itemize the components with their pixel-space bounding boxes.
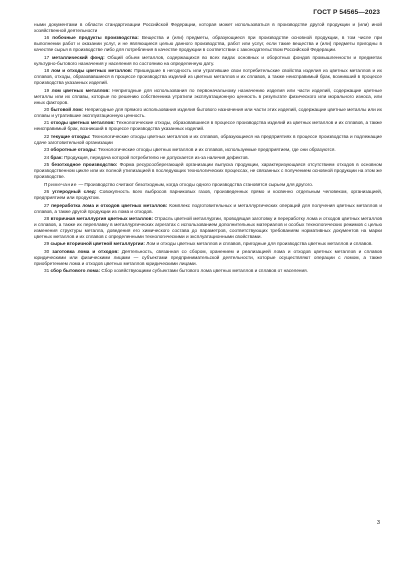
definition-text: Отрасль цветной металлургии, проводящая заготовку и переработку лома и отходов цветных металлов и сплавов, а также их переплавку в металлургических агрегатах с использованием дополнительных материалов и особых технологических режимов с целью изменения структуры металла, доведения его химического состава до параметров, соответствующих требованиям нормативных документов на марки цветных металлов и их сплавов с определенными технологическими и эксплуатационными свойствами.	[34, 216, 382, 240]
definition-term: оборотные отходы:	[50, 147, 97, 153]
definition-22	[34, 134, 382, 146]
definition-text: Деятельность, связанная со сбором, хранением и реализацией лома и отходов цветных металлов и сплавов юридическими или физическими лицами — субъектами предпринимательской деятельности, которые осуществляют операции с ломом, а также приобретением лома и отходов цветных металлов юридическими лицами.	[34, 248, 382, 266]
definition-29	[34, 241, 382, 247]
definition-number: 19	[44, 87, 50, 93]
definition-number: 24	[44, 154, 50, 160]
definition-text: Форма ресурсосберегающей организации выпуска продукции, характеризующаяся отсутствием отходов в основном производственном цикле или их полной утилизацией в последующих технологических процессах, не связанных с получением основной продукции на этом же производстве.	[34, 161, 382, 179]
definition-text: Пришедшие в негодность или утратившие свои потребительские свойства изделия из цветных металлов и их сплавов, отходы, образовавшиеся в процессе производства изделий из цветных металлов и их сплавов, а также неисправимый брак, возникший в процессе производства указанных изделий.	[34, 68, 383, 86]
definition-term: безотходное производство:	[51, 161, 118, 167]
definition-number: 22	[44, 133, 50, 139]
definition-term: заготовка лома и отходов:	[52, 248, 119, 254]
definition-28	[34, 216, 382, 240]
definition-text: Сбор хозяйствующими субъектами бытового лома цветных металлов и сплавов от населения.	[101, 268, 308, 274]
page-number: 3	[376, 520, 380, 526]
standard-header: ГОСТ Р 54565—2023	[313, 9, 380, 16]
definition-text: Технологические отходы, образовавшиеся в процессе производства изделий из цветных металлов и их сплавов, а также неисправимый брак, возникший в процессе производства указанных изделий.	[34, 120, 382, 132]
definition-number: 18	[44, 68, 50, 74]
definition-number: 21	[44, 120, 50, 126]
definition-31	[34, 268, 382, 274]
paragraph-continuation	[34, 22, 382, 34]
paragraph-text: ными документами в области стандартизации Российской Федерации, которая может использоваться в производстве другой продукции и (или) иной хозяйственной деятельности	[34, 22, 382, 33]
definition-term: переработка лома и отходов цветных металлов:	[51, 202, 168, 208]
definition-21	[34, 120, 382, 132]
definition-23	[34, 147, 382, 153]
definition-text: Общий объем металлов, содержащихся во всех видах основных и оборотных фондов промышленности и предметах культурно-бытового назначения у населения по состоянию на определенную дату.	[34, 54, 382, 66]
definition-text: Технологические отходы цветных металлов и их сплавов, образующиеся на предприятиях в процессе производства и подлежащие сдаче заготовительной организации	[34, 133, 383, 145]
definition-number: 29	[44, 241, 50, 247]
definition-number: 30	[44, 248, 50, 254]
definition-number: 27	[44, 202, 50, 208]
definition-text: Непригодные для использования по первоначальному назначению изделия или части изделий, содержащие цветные металлы или их сплавы, которые по решению собственника утратили эксплуатационную ценность в результате физического или морального износа, или иных факторов.	[34, 87, 382, 105]
definition-text: Технологические отходы цветных металлов и их сплавов, используемые предприятием, где они образуются.	[98, 147, 336, 153]
definition-term: металлический фонд:	[51, 54, 105, 60]
definition-18	[34, 68, 382, 86]
note-label: Примечание	[44, 181, 78, 187]
definition-19	[34, 88, 382, 106]
document-body	[34, 22, 382, 276]
definition-number: 20	[44, 106, 50, 112]
definition-number: 17	[44, 54, 50, 60]
definition-term: вторичная металлургия цветных металлов:	[50, 216, 154, 222]
definition-text: Продукция, передача которой потребителю не допускается из-за наличия дефектов.	[64, 154, 249, 160]
definition-26	[34, 189, 382, 201]
definition-term: побочные продукты производства:	[52, 35, 139, 41]
note	[34, 182, 382, 188]
definition-text: Комплекс подготовительных и металлургических операций для получения цветных металлов и сплавов, а также другой продукции из лома и отходов.	[34, 202, 383, 214]
definition-number: 23	[44, 147, 50, 153]
definition-text: Совокупность всех выбросов парниковых газов, произведенных прямо и косвенно отдельным человеком, организацией, предприятием или продуктом.	[34, 189, 382, 201]
definition-term: текущие отходы:	[50, 133, 91, 139]
definition-24	[34, 155, 382, 161]
definition-term: лом цветных металлов:	[51, 87, 110, 93]
definition-text: Непригодные для прямого использования изделия бытового назначения или части этих изделий, содержащие цветные металлы или их сплавы и утратившие эксплуатационную ценность.	[34, 106, 383, 118]
definition-text: Вещества и (или) предметы, образующиеся при производстве основной продукции, в том числе при выполнении работ и оказании услуг, и не являющиеся целью данного производства, работ или услуг, если такие вещества и (или) предметы пригодны в качестве сырья в производстве либо для потребления в качестве продукции в соответствии с законодательством Российской Федерации.	[34, 35, 382, 53]
definition-term: отходы цветных металлов:	[50, 120, 115, 126]
definition-number: 16	[44, 35, 50, 41]
definition-17	[34, 55, 382, 67]
definition-number: 25	[44, 161, 50, 167]
definition-term: сбор бытового лома:	[50, 268, 101, 274]
definition-term: бытовой лом:	[50, 106, 84, 112]
note-text: — Производство считают безотходным, когда отходы одного производства становятся сырьем для другого.	[77, 181, 314, 187]
definition-30	[34, 249, 382, 267]
definition-term: сырье вторичной цветной металлургии:	[50, 241, 145, 247]
definition-27	[34, 203, 382, 215]
definition-term: брак:	[50, 154, 63, 160]
definition-number: 28	[44, 216, 50, 222]
definition-text: Лом и отходы цветных металлов и сплавов, пригодные для производства цветных металлов и сплавов.	[146, 241, 373, 247]
definition-16	[34, 35, 382, 53]
definition-term: лом и отходы цветных металлов:	[51, 68, 133, 74]
definition-25	[34, 162, 382, 180]
definition-number: 31	[44, 268, 50, 274]
definition-number: 26	[44, 189, 50, 195]
definition-20	[34, 107, 382, 119]
definition-term: углеродный след:	[52, 189, 97, 195]
